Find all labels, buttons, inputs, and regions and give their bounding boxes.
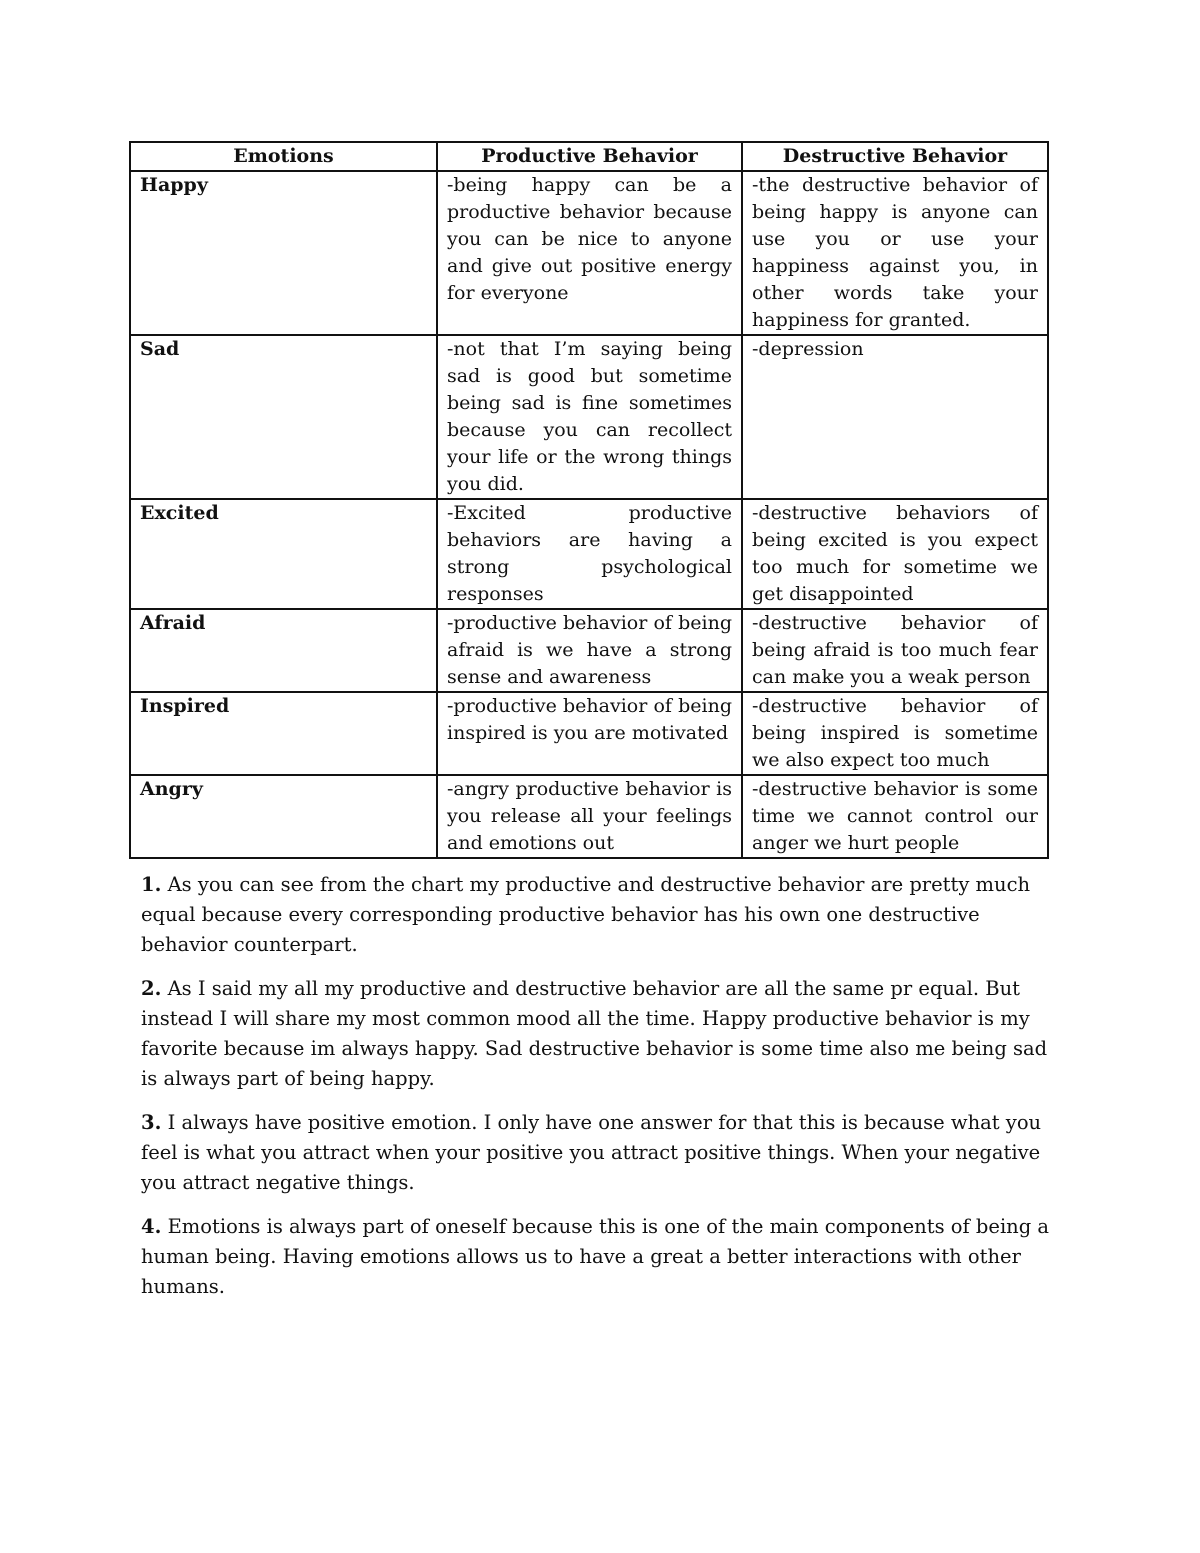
productive-cell: -productive behavior of being inspired is you are motivated [437,692,742,775]
header-productive-behavior: Productive Behavior [437,142,742,171]
destructive-cell: -destructive behavior of being afraid is too much fear can make you a weak person [742,609,1048,692]
emotion-cell: Excited [130,499,437,609]
answer-number: 4. [141,1215,162,1238]
answer-number: 3. [141,1111,162,1134]
emotion-cell: Angry [130,775,437,858]
answers-section [141,870,1066,1316]
answer-paragraph [141,1212,1066,1302]
table-row-angry [130,775,1048,858]
answer-paragraph [141,870,1066,960]
emotions-table [129,141,1049,859]
answer-text: As I said my all my productive and destructive behavior are all the same pr equal. But instead I will share my most common mood all the time. Happy productive behavior is my favorite because im always happy. Sad destructive behavior is some time also me being sad is always part of being happy. [141,977,1048,1090]
productive-cell: -Excited productive behaviors are having a strong psychological responses [437,499,742,609]
answer-number: 1. [141,873,162,896]
header-destructive-behavior: Destructive Behavior [742,142,1048,171]
productive-cell: -being happy can be a productive behavior because you can be nice to anyone and give out positive energy for everyone [437,171,742,335]
answer-text: I always have positive emotion. I only have one answer for that this is because what you feel is what you attract when your positive you attract positive things. When your negative you attract negative things. [141,1111,1042,1194]
productive-cell: -not that I’m saying being sad is good but sometime being sad is fine sometimes because you can recollect your life or the wrong things you did. [437,335,742,499]
answer-paragraph [141,974,1066,1094]
destructive-cell: -destructive behavior of being inspired is sometime we also expect too much [742,692,1048,775]
emotion-cell: Inspired [130,692,437,775]
table-row-sad [130,335,1048,499]
emotion-cell: Afraid [130,609,437,692]
productive-cell: -angry productive behavior is you release all your feelings and emotions out [437,775,742,858]
destructive-cell: -the destructive behavior of being happy is anyone can use you or use your happiness against you, in other words take your happiness for granted. [742,171,1048,335]
answer-text: Emotions is always part of oneself because this is one of the main components of being a human being. Having emotions allows us to have a great a better interactions with other humans. [141,1215,1050,1298]
answer-paragraph [141,1108,1066,1198]
emotion-cell: Sad [130,335,437,499]
answer-text: As you can see from the chart my productive and destructive behavior are pretty much equal because every corresponding productive behavior has his own one destructive behavior counterpart. [141,873,1031,956]
destructive-cell: -depression [742,335,1048,499]
productive-cell: -productive behavior of being afraid is we have a strong sense and awareness [437,609,742,692]
answer-number: 2. [141,977,162,1000]
table-row-afraid [130,609,1048,692]
table-header-row [130,142,1048,171]
table-row-inspired [130,692,1048,775]
destructive-cell: -destructive behaviors of being excited is you expect too much for sometime we get disappointed [742,499,1048,609]
emotion-cell: Happy [130,171,437,335]
table-row-excited [130,499,1048,609]
table-row-happy [130,171,1048,335]
destructive-cell: -destructive behavior is some time we cannot control our anger we hurt people [742,775,1048,858]
header-emotions: Emotions [130,142,437,171]
